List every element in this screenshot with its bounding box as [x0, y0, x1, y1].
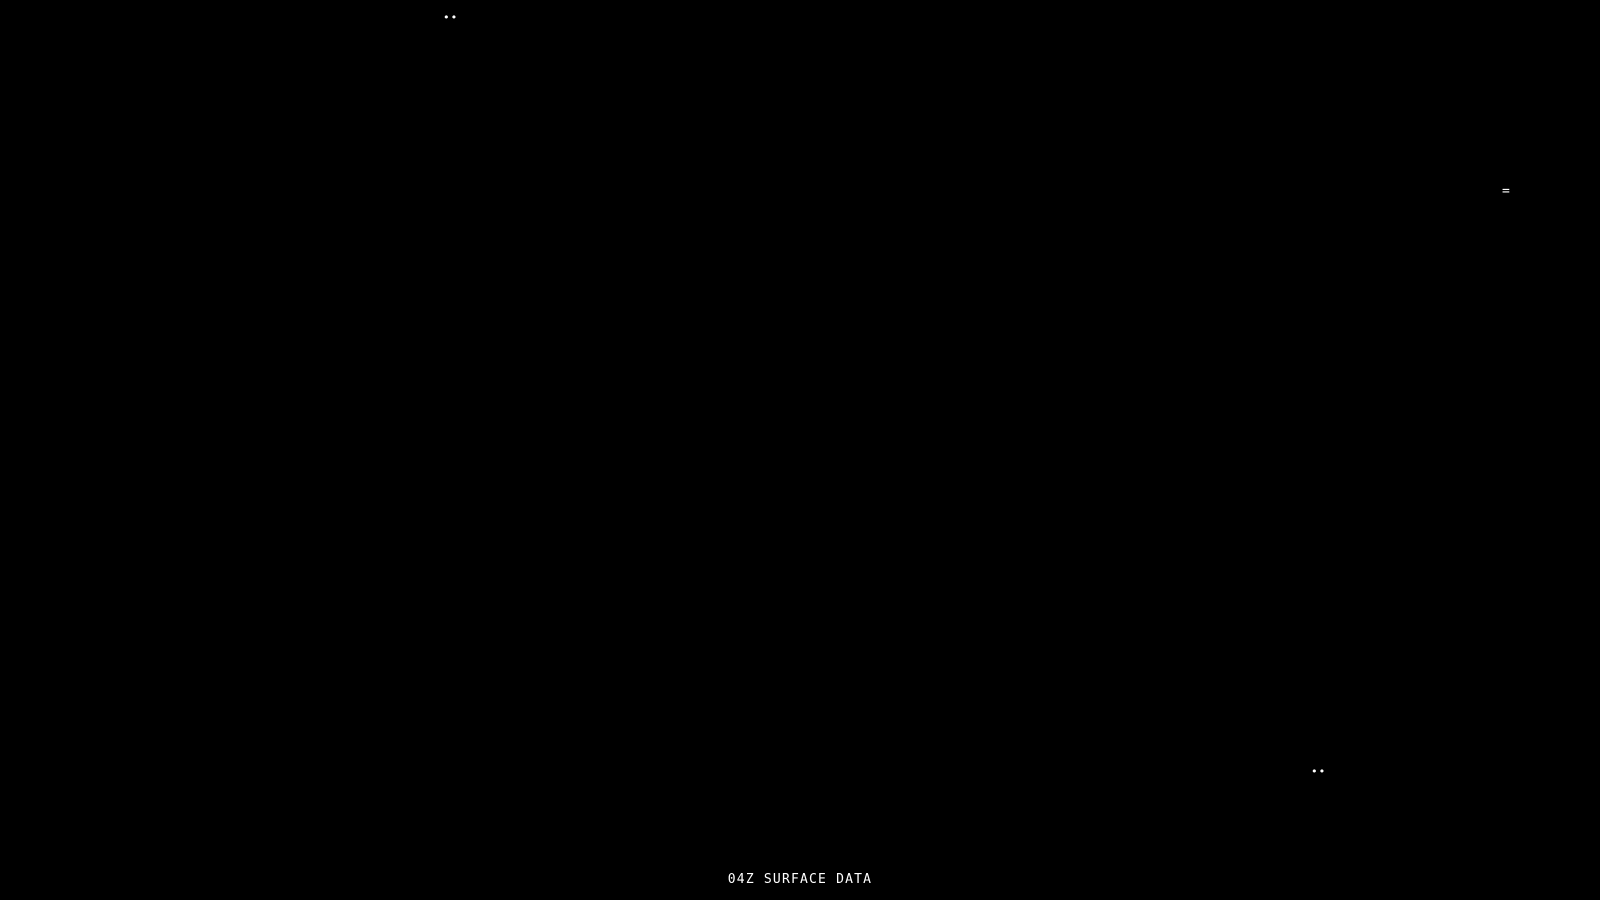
- station-marker-right: =: [1502, 184, 1510, 199]
- station-marker-top-left: ••: [443, 11, 459, 24]
- chart-caption: 04Z SURFACE DATA: [727, 872, 873, 887]
- station-marker-bottom-right: ••: [1311, 765, 1327, 778]
